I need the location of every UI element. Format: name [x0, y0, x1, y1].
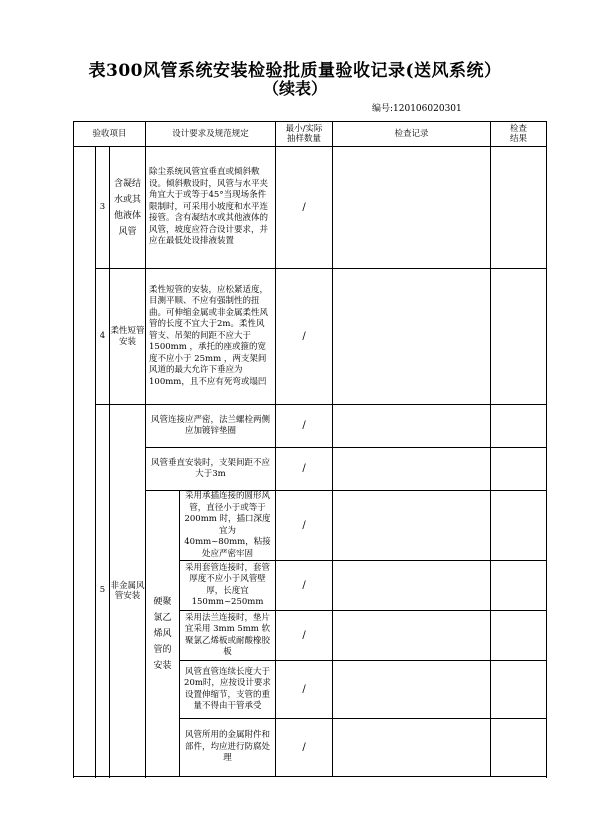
item-name — [110, 147, 146, 269]
sample-count: / — [276, 719, 333, 777]
row-number: 5 — [96, 405, 110, 777]
requirement-text: 柔性短管的安装，应松紧适度，目测平顺、不应有强制性的扭曲。可伸缩金属或非金属柔性风管的长度不宜大于2m。柔性风管支、吊架的间距不应大于 1500mm ，承托的座或箍的宽度不应小于 25mm ，两支架间风道的最大允许下垂应为100mm，且不应有死弯或塌凹 — [146, 269, 276, 405]
header-requirement-text: 设计要求及规范规定 — [172, 129, 249, 139]
check-record — [333, 405, 491, 448]
check-record — [333, 661, 491, 719]
item-name — [110, 269, 146, 405]
header-sample-text: 最小/实际抽样数量 — [285, 124, 323, 144]
requirement-text: 风管所用的金属附件和部件，均应进行防腐处理 — [180, 719, 276, 777]
sample-count: / — [276, 269, 333, 405]
check-result — [491, 147, 547, 269]
row-number: 3 — [96, 147, 110, 269]
sample-count: / — [276, 448, 333, 491]
check-result — [491, 561, 547, 611]
blank-left-column — [74, 147, 96, 777]
requirement-text: 风管连接应严密，法兰螺栓两侧应加镀锌垫圈 — [146, 405, 276, 448]
check-result — [491, 719, 547, 777]
header-requirement — [146, 122, 276, 147]
sample-count: / — [276, 405, 333, 448]
table-row — [74, 147, 547, 269]
check-record — [333, 719, 491, 777]
item-name — [110, 405, 146, 777]
check-record — [333, 147, 491, 269]
check-record — [333, 611, 491, 661]
table-row — [74, 269, 547, 405]
check-record — [333, 491, 491, 561]
requirement-text: 采用承插连接的圆形风管，直径小于或等于 200mm 时，插口深度宜为 40mm~80mm，粘接处应严密牢固 — [180, 491, 276, 561]
check-record — [333, 269, 491, 405]
item-name-text: 非金属风管安装 — [110, 580, 145, 601]
sample-count: / — [276, 561, 333, 611]
check-result — [491, 405, 547, 448]
requirement-text: 除尘系统风管宜垂直或倾斜敷设。倾斜敷设时，风管与水平夹角宜大于或等于45°当现场条件限制时，可采用小坡度和水平连接管。含有凝结水或其他液体的风管，坡度应符合设计要求，并应在最低处设排液装置 — [146, 147, 276, 269]
sample-count: / — [276, 611, 333, 661]
requirement-text: 采用法兰连接时，垫片宜采用 3mm 5mm 软聚氯乙烯板或耐酸橡胶板 — [180, 611, 276, 661]
item-name-text: 含凝结水或其他液体风管 — [113, 178, 141, 237]
check-result — [491, 269, 547, 405]
header-result-text: 检查结果 — [509, 124, 527, 144]
check-result — [491, 448, 547, 491]
check-result — [491, 661, 547, 719]
document-title: 表300风管系统安装检验批质量验收记录(送风系统） — [88, 61, 502, 81]
inspection-table — [73, 121, 547, 777]
sample-count: / — [276, 147, 333, 269]
check-record — [333, 561, 491, 611]
header-item: 验收项目 — [74, 122, 146, 147]
table-header-row — [74, 122, 547, 147]
header-record: 检查记录 — [333, 122, 491, 147]
check-result — [491, 611, 547, 661]
document-subtitle: （续表） — [262, 79, 327, 98]
requirement-text: 采用套管连接时，套管厚度不应小于风管壁厚，长度宜150mm~250mm — [180, 561, 276, 611]
sample-count: / — [276, 661, 333, 719]
check-record — [333, 448, 491, 491]
table-row — [74, 405, 547, 448]
header-sample — [276, 122, 333, 147]
requirement-text: 风管垂直安装时，支架间距不应大于3m — [146, 448, 276, 491]
check-result — [491, 491, 547, 561]
requirement-text: 风管直管连续长度大于20m时，应按设计要求设置伸缩节，支管的重量不得由干管承受 — [180, 661, 276, 719]
item-name-text: 柔性短管安装 — [110, 325, 145, 347]
document-code: 编号:120106020301 — [372, 104, 462, 114]
sub-group-name-text: 硬聚氯乙烯风管的安装 — [153, 596, 172, 671]
row-number: 4 — [96, 269, 110, 405]
header-result — [491, 122, 547, 147]
sample-count: / — [276, 491, 333, 561]
sub-group-name — [146, 491, 180, 777]
